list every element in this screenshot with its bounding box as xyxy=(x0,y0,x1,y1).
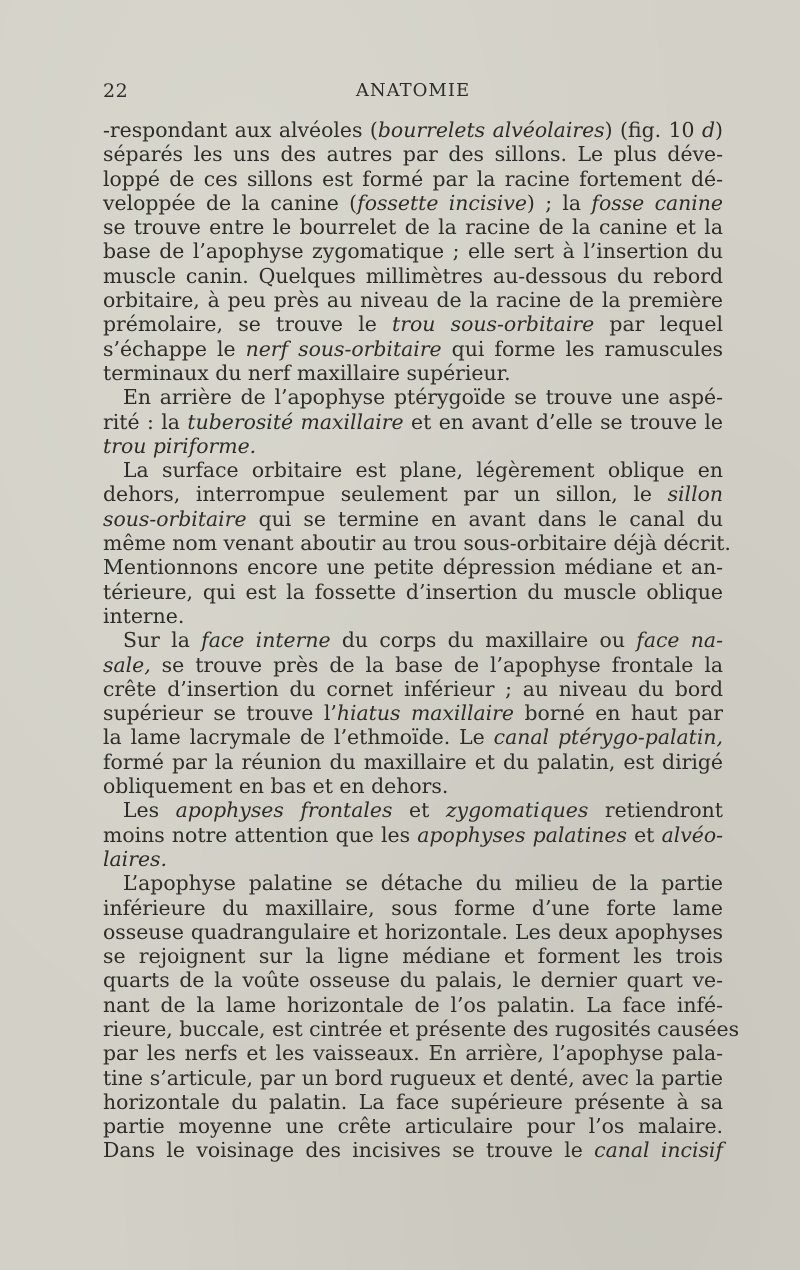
italic-term: trou piriforme. xyxy=(103,433,257,458)
text-line xyxy=(103,823,723,847)
italic-term: fossette incisive xyxy=(357,190,527,215)
text-line xyxy=(103,361,723,385)
text-segment: muscle canin. Quelques millimètres au-dessous du rebord xyxy=(103,263,723,288)
italic-term: trou sous-orbitaire xyxy=(392,312,595,337)
text-segment: En arrière de l’apophyse ptérygoïde se trouve une aspé- xyxy=(123,385,723,410)
text-line xyxy=(103,410,723,434)
italic-term: nerf sous-orbitaire xyxy=(245,336,442,361)
text-line xyxy=(103,701,723,725)
text-line xyxy=(103,1090,723,1114)
text-line xyxy=(103,142,723,166)
italic-term: bourrelets alvéolaires xyxy=(377,118,605,142)
text-line xyxy=(103,434,723,458)
text-segment: borné en haut par xyxy=(514,701,723,726)
text-line xyxy=(103,215,723,239)
text-segment: et xyxy=(626,822,662,847)
text-line xyxy=(103,337,723,361)
text-segment: s’échappe le xyxy=(103,336,246,361)
text-segment: retiendront xyxy=(588,798,723,823)
text-line xyxy=(103,555,723,579)
text-segment: et en avant d’elle se trouve le xyxy=(403,409,723,434)
italic-term: apophyses palatines xyxy=(417,822,627,847)
text-line xyxy=(103,167,723,191)
text-segment: même nom venant aboutir au trou sous-orbitaire déjà décrit. xyxy=(103,531,731,556)
text-line xyxy=(103,507,723,531)
text-segment: térieure, qui est la fossette d’insertion du muscle oblique xyxy=(103,579,723,604)
text-line xyxy=(103,653,723,677)
text-line xyxy=(103,774,723,798)
text-segment: moins notre attention que les xyxy=(103,822,418,847)
text-line xyxy=(103,871,723,895)
text-segment: La surface orbitaire est plane, légèrement oblique en xyxy=(123,458,723,483)
text-line xyxy=(103,458,723,482)
text-segment: L’apophyse palatine se détache du milieu de la partie xyxy=(123,871,723,896)
text-line xyxy=(103,604,723,628)
text-line xyxy=(103,896,723,920)
text-segment: interne. xyxy=(103,603,185,628)
text-line xyxy=(103,847,723,871)
italic-term: sous-orbitaire xyxy=(103,506,247,531)
text-segment: du corps du maxillaire ou xyxy=(330,628,637,653)
text-segment: séparés les uns des autres par des sillons. Le plus déve- xyxy=(103,142,723,167)
text-line xyxy=(103,288,723,312)
text-segment: obliquement en bas et en dehors. xyxy=(103,774,449,799)
text-segment: inférieure du maxillaire, sous forme d’une forte lame xyxy=(103,895,723,920)
text-segment: prémolaire, se trouve le xyxy=(103,312,393,337)
text-segment: loppé de ces sillons est formé par la racine fortement dé- xyxy=(103,166,723,191)
text-segment: partie moyenne une crête articulaire pour l’os malaire. xyxy=(103,1114,723,1139)
text-segment: orbitaire, à peu près au niveau de la racine de la première xyxy=(103,288,723,313)
italic-term: apophyses frontales xyxy=(175,798,393,823)
text-line xyxy=(103,1114,723,1138)
text-line xyxy=(103,798,723,822)
italic-term: alvéo- xyxy=(661,822,723,847)
text-segment: tine s’articule, par un bord rugueux et denté, avec la partie xyxy=(103,1065,723,1090)
text-line xyxy=(103,725,723,749)
text-line xyxy=(103,968,723,992)
text-segment: Sur la xyxy=(123,628,202,653)
text-segment: dehors, interrompue seulement par un sillon, le xyxy=(103,482,668,507)
text-segment: formé par la réunion du maxillaire et du palatin, est dirigé xyxy=(103,749,723,774)
text-segment: nant de la lame horizontale de l’os palatin. La face infé- xyxy=(103,992,723,1017)
page-number: 22 xyxy=(103,80,129,102)
text-line xyxy=(103,580,723,604)
italic-term: canal incisif xyxy=(594,1138,723,1163)
text-line xyxy=(103,264,723,288)
text-line xyxy=(103,531,731,556)
text-segment: supérieur se trouve l’ xyxy=(103,701,337,726)
italic-term: sale, xyxy=(103,652,151,677)
running-title: ANATOMIE xyxy=(355,80,471,101)
text-segment: -respondant aux alvéoles ( xyxy=(103,118,378,142)
text-segment: ) ; la xyxy=(526,190,592,215)
italic-term: laires. xyxy=(103,846,167,871)
text-segment: par les nerfs et les vaisseaux. En arrière, l’apophyse pala- xyxy=(103,1041,723,1066)
text-segment: Dans le voisinage des incisives se trouve le xyxy=(103,1138,595,1163)
text-segment: horizontale du palatin. La face supérieure présente à sa xyxy=(103,1089,723,1114)
text-segment: se trouve près de la base de l’apophyse frontale la xyxy=(150,652,723,677)
text-line xyxy=(103,993,723,1017)
text-segment: rité : la xyxy=(103,409,188,434)
text-line xyxy=(103,385,723,409)
text-segment: et xyxy=(392,798,446,823)
text-segment: rieure, buccale, est cintrée et présente des rugosités causées xyxy=(103,1016,740,1041)
text-line xyxy=(103,191,723,215)
text-segment: Les xyxy=(123,798,176,823)
text-line xyxy=(103,944,723,968)
text-segment: terminaux du nerf maxillaire supérieur. xyxy=(103,360,511,385)
text-line xyxy=(103,1016,740,1041)
text-line xyxy=(103,628,723,652)
text-segment: par lequel xyxy=(594,312,723,337)
text-line xyxy=(103,1066,723,1090)
text-segment: crête d’insertion du cornet inférieur ; au niveau du bord xyxy=(103,676,723,701)
text-segment: veloppée de la canine ( xyxy=(103,190,358,215)
text-line xyxy=(103,920,723,944)
text-segment: base de l’apophyse zygomatique ; elle sert à l’insertion du xyxy=(103,239,723,264)
italic-term: face na- xyxy=(636,628,723,653)
italic-term: hiatus maxillaire xyxy=(336,701,514,726)
text-segment: quarts de la voûte osseuse du palais, le dernier quart ve- xyxy=(103,968,723,993)
text-line xyxy=(103,482,723,506)
text-line xyxy=(103,312,723,336)
text-line xyxy=(103,1041,723,1065)
italic-term: canal ptérygo-palatin, xyxy=(493,725,724,750)
text-segment: ) xyxy=(715,118,724,142)
text-segment: Mentionnons encore une petite dépression médiane et an- xyxy=(103,555,723,580)
italic-term: face interne xyxy=(201,628,331,653)
text-line xyxy=(103,239,723,263)
page-header xyxy=(103,80,723,108)
text-line xyxy=(103,677,723,701)
italic-term: sillon xyxy=(667,482,723,507)
text-segment: qui forme les ramuscules xyxy=(441,336,723,361)
body-text xyxy=(103,118,740,1163)
text-segment: qui se termine en avant dans le canal du xyxy=(246,506,723,531)
italic-term: fosse canine xyxy=(591,190,724,215)
italic-term: d xyxy=(701,118,716,142)
text-line xyxy=(103,750,723,774)
text-line xyxy=(103,118,723,142)
text-segment: osseuse quadrangulaire et horizontale. Les deux apophyses xyxy=(103,919,723,944)
italic-term: tuberosité maxillaire xyxy=(187,409,404,434)
text-segment: la lame lacrymale de l’ethmoïde. Le xyxy=(103,725,494,750)
text-segment: ) (fig. 10 xyxy=(604,118,702,142)
text-segment: se rejoignent sur la ligne médiane et forment les trois xyxy=(103,944,723,969)
italic-term: zygomatiques xyxy=(445,798,589,823)
text-line xyxy=(103,1138,723,1162)
text-segment: se trouve entre le bourrelet de la racine de la canine et la xyxy=(103,215,723,240)
